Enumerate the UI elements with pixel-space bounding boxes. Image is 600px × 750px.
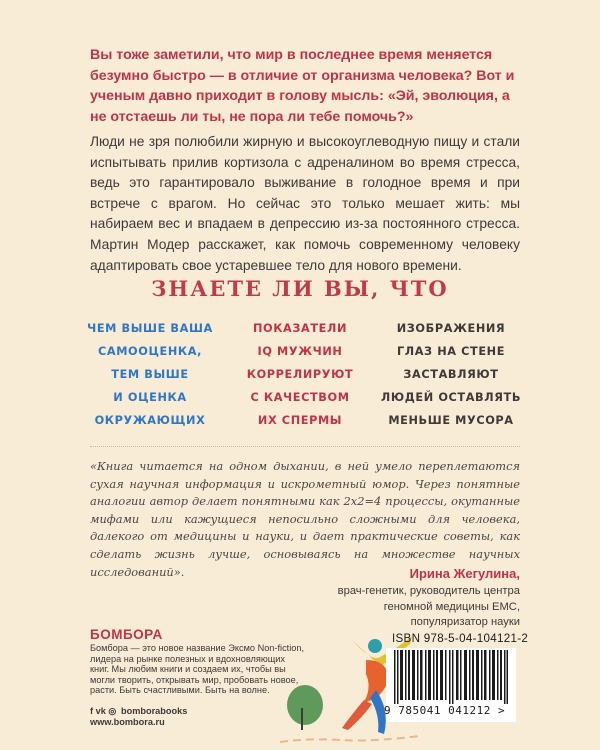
fact-line: С КАЧЕСТВОМ [250,391,350,404]
fact-line: ИХ СПЕРМЫ [257,414,343,427]
fact-column-self-esteem [82,317,218,432]
fact-line: ЗАСТАВЛЯЮТ [403,368,499,381]
path-dashes [280,736,420,742]
body-paragraph: Люди не зря полюбили жирную и высокоуглеводную пищу и стали испытывать прилив кортизола с адреналином во время стресса, ведь это гарантировало выживание в голодное время и при встрече с врагом. Но сейчас это только мешает жить: мы набираем вес и впадаем в депрессию из-за постоянного стресса. Мартин Модер расскажет, как помочь современному человеку адаптировать свое устаревшее тело для нового времени. [90,134,520,273]
quote-author [338,566,520,631]
dotted-divider [90,446,520,447]
fact-line: IQ МУЖЧИН [257,345,343,358]
bush-shape [287,685,323,725]
fact-line: ЛЮДЕЙ ОСТАВЛЯТЬ [380,391,522,404]
publisher-website[interactable]: www.bombora.ru [90,717,165,727]
figure-leg-left [342,700,372,730]
barcode-digits: 9 785041 041212 > [384,704,506,717]
social-icons: f vk ◎ [90,706,117,716]
author-name: Ирина Жегулина, [409,566,520,581]
fact-line: САМООЦЕНКА, [97,345,202,358]
fact-line: ПОКАЗАТЕЛИ [252,322,348,335]
publisher-description: Бомбора — это новое название Эксмо Non-fiction, лидера на рынке полезных и вдохновляющих книг. Мы любим книги и создаем их, чтобы вы могли творить, открывать мир, пробовать новое, расти. Быть счастливыми. Быть на волне. [90,643,305,696]
publisher-logo [90,626,163,644]
fact-line: ГЛАЗ НА СТЕНЕ [396,345,506,358]
fact-column-iq [242,317,358,432]
facts-heading: ЗНАЕТЕ ЛИ ВЫ, ЧТО [151,276,449,301]
publisher-contacts [90,706,187,728]
social-handle: bomborabooks [120,706,188,716]
lead-paragraph: Вы тоже заметили, что мир в последнее время меняется безумно быстро — в отличие от организма человека? Вот и ученым давно приходит в голову мысль: «Эй, эволюция, а не отстаешь ли ты, не пора ли тебе помочь?» [90,47,515,125]
fact-line: ИЗОБРАЖЕНИЯ [396,322,506,335]
fact-line: МЕНЬШЕ МУСОРА [388,414,514,427]
fact-line: ТЕМ ВЫШЕ [111,368,189,381]
isbn: ISBN 978-5-04-104121-2 [392,632,529,645]
author-role-line: популяризатор науки [410,616,520,628]
figure-head [368,639,382,653]
fact-line: ЧЕМ ВЫШЕ ВАША [87,322,213,335]
fact-column-eyes [376,317,526,432]
author-role-line: врач-генетик, руководитель центра [337,585,520,597]
publisher-name: БОМБОРА [90,627,163,642]
fact-line: ОКРУЖАЮЩИХ [94,414,206,427]
author-role-line: геномной медицины EMC, [383,600,520,613]
barcode [394,650,508,704]
fact-line: КОРРЕЛИРУЮТ [246,368,354,381]
review-quote: «Книга читается на одном дыхании, в ней умело переплетаются сухая научная информация и искрометный юмор. Через понятные аналогии автор делает понятными как 2х2=4 процессы, окутанные мифами или кажущиеся непосильно сложными для человека, далекого от медицины и науки, и дает практические советы, как сделать жизнь лучше, основываясь на множестве научных исследований». [90,459,520,579]
fact-line: И ОЦЕНКА [113,391,187,404]
